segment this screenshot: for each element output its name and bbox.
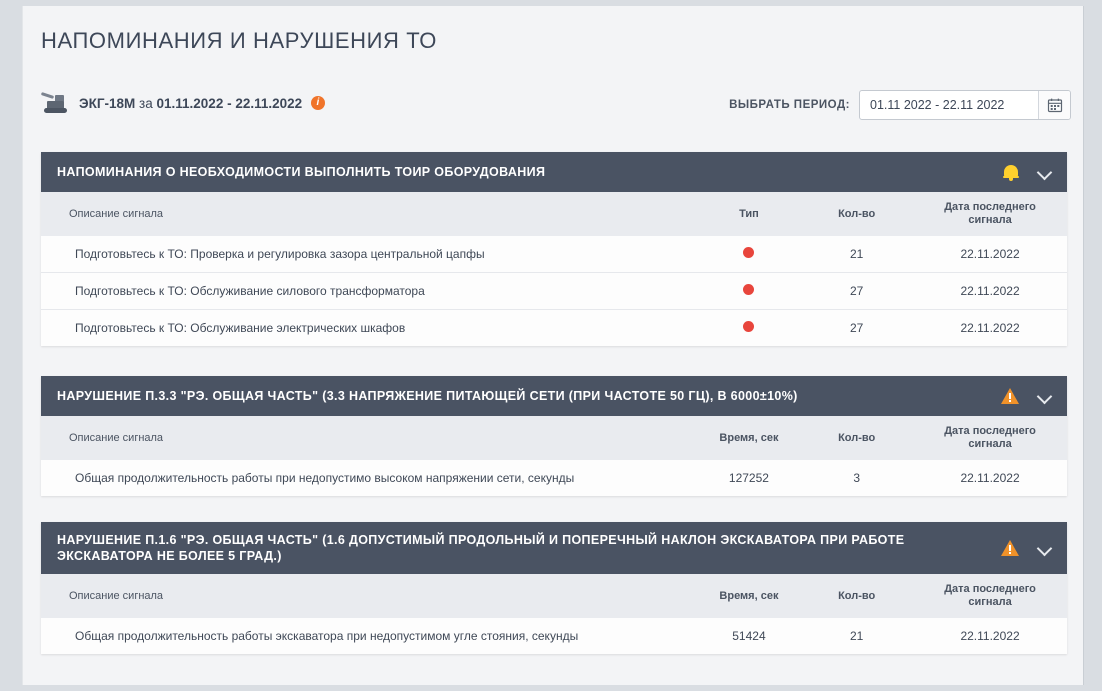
chevron-down-icon[interactable] bbox=[1037, 164, 1053, 180]
column-header-date bbox=[913, 416, 1067, 460]
bell-icon bbox=[1003, 163, 1019, 181]
card-maintenance-reminders bbox=[41, 152, 1067, 346]
excavator-icon bbox=[41, 92, 71, 114]
period-value[interactable]: 01.11 2022 - 22.11 2022 bbox=[870, 98, 1005, 112]
cell-description: Подготовьтесь к ТО: Проверка и регулировка зазора центральной цапфы bbox=[41, 236, 698, 273]
card-title: НАРУШЕНИЕ П.3.3 "РЭ. ОБЩАЯ ЧАСТЬ" (3.3 НАПРЯЖЕНИЕ ПИТАЮЩЕЙ СЕТИ (ПРИ ЧАСТОТЕ 50 ГЦ), В 6000±10%) bbox=[57, 389, 798, 403]
column-header-date-line2: сигнала bbox=[968, 214, 1012, 226]
page-container bbox=[22, 6, 1084, 685]
cell-description: Подготовьтесь к ТО: Обслуживание электрических шкафов bbox=[41, 310, 698, 347]
table-body bbox=[41, 460, 1067, 496]
column-header-date-line2: сигнала bbox=[968, 596, 1012, 608]
column-header-description: Описание сигнала bbox=[41, 416, 698, 460]
column-header-date bbox=[913, 192, 1067, 236]
machine-period: 01.11.2022 - 22.11.2022 bbox=[156, 95, 303, 111]
card-header[interactable] bbox=[41, 376, 1067, 416]
status-dot-icon bbox=[743, 247, 754, 258]
cell-time: 127252 bbox=[698, 460, 801, 496]
table-row[interactable] bbox=[41, 273, 1067, 310]
cell-date: 22.11.2022 bbox=[913, 618, 1067, 654]
machine-preposition: за bbox=[139, 95, 153, 111]
chevron-down-icon[interactable] bbox=[1037, 388, 1053, 404]
cell-count: 21 bbox=[800, 236, 913, 273]
column-header-date-line1: Дата последнего bbox=[944, 425, 1036, 437]
table-header-row bbox=[41, 416, 1067, 460]
machine-summary bbox=[41, 92, 325, 114]
warning-icon bbox=[1001, 540, 1019, 556]
page-title: НАПОМИНАНИЯ И НАРУШЕНИЯ ТО bbox=[41, 28, 437, 53]
cell-description: Общая продолжительность работы экскаватора при недопустимом угле стояния, секунды bbox=[41, 618, 698, 654]
cell-count: 21 bbox=[800, 618, 913, 654]
status-dot-icon bbox=[743, 284, 754, 295]
column-header-count: Кол-во bbox=[800, 574, 913, 618]
card-violation-p16 bbox=[41, 522, 1067, 654]
column-header-date-line1: Дата последнего bbox=[944, 201, 1036, 213]
period-picker bbox=[729, 90, 1071, 120]
card-title: НАПОМИНАНИЯ О НЕОБХОДИМОСТИ ВЫПОЛНИТЬ ТОИР ОБОРУДОВАНИЯ bbox=[57, 165, 546, 179]
column-header-type: Тип bbox=[698, 192, 801, 236]
table-row[interactable] bbox=[41, 460, 1067, 496]
cell-date: 22.11.2022 bbox=[913, 236, 1067, 273]
column-header-description: Описание сигнала bbox=[41, 574, 698, 618]
calendar-icon[interactable] bbox=[1038, 90, 1070, 120]
column-header-description: Описание сигнала bbox=[41, 192, 698, 236]
violation-p33-table bbox=[41, 416, 1067, 496]
table-head bbox=[41, 574, 1067, 618]
cell-type bbox=[698, 310, 801, 347]
cell-type bbox=[698, 273, 801, 310]
cell-description: Подготовьтесь к ТО: Обслуживание силового трансформатора bbox=[41, 273, 698, 310]
table-head bbox=[41, 416, 1067, 460]
column-header-date bbox=[913, 574, 1067, 618]
column-header-time: Время, сек bbox=[698, 416, 801, 460]
info-icon[interactable]: i bbox=[311, 96, 325, 110]
cell-time: 51424 bbox=[698, 618, 801, 654]
card-header-icons bbox=[989, 163, 1053, 181]
warning-icon bbox=[1001, 388, 1019, 404]
cell-type bbox=[698, 236, 801, 273]
column-header-date-line1: Дата последнего bbox=[944, 583, 1036, 595]
cell-description: Общая продолжительность работы при недопустимо высоком напряжении сети, секунды bbox=[41, 460, 698, 496]
status-dot-icon bbox=[743, 321, 754, 332]
table-head bbox=[41, 192, 1067, 236]
column-header-date-line2: сигнала bbox=[968, 438, 1012, 450]
card-violation-p33 bbox=[41, 376, 1067, 496]
table-row[interactable] bbox=[41, 236, 1067, 273]
table-header-row bbox=[41, 574, 1067, 618]
period-input[interactable] bbox=[859, 90, 1071, 120]
card-header[interactable] bbox=[41, 522, 1067, 574]
table-body bbox=[41, 618, 1067, 654]
cell-date: 22.11.2022 bbox=[913, 310, 1067, 347]
table-row[interactable] bbox=[41, 310, 1067, 347]
machine-label bbox=[79, 96, 325, 111]
column-header-count: Кол-во bbox=[800, 416, 913, 460]
reminders-table bbox=[41, 192, 1067, 346]
period-label: ВЫБРАТЬ ПЕРИОД: bbox=[729, 99, 850, 111]
cell-count: 27 bbox=[800, 310, 913, 347]
violation-p16-table bbox=[41, 574, 1067, 654]
card-header[interactable] bbox=[41, 152, 1067, 192]
chevron-down-icon[interactable] bbox=[1037, 540, 1053, 556]
machine-name: ЭКГ-18М bbox=[79, 95, 136, 111]
column-header-time: Время, сек bbox=[698, 574, 801, 618]
cell-date: 22.11.2022 bbox=[913, 460, 1067, 496]
table-body bbox=[41, 236, 1067, 346]
card-header-icons bbox=[987, 540, 1053, 556]
cell-count: 27 bbox=[800, 273, 913, 310]
cell-count: 3 bbox=[800, 460, 913, 496]
card-header-icons bbox=[987, 388, 1053, 404]
cell-date: 22.11.2022 bbox=[913, 273, 1067, 310]
table-header-row bbox=[41, 192, 1067, 236]
card-title: НАРУШЕНИЕ П.1.6 "РЭ. ОБЩАЯ ЧАСТЬ" (1.6 ДОПУСТИМЫЙ ПРОДОЛЬНЫЙ И ПОПЕРЕЧНЫЙ НАКЛОН ЭКСКАВАТОРА ПРИ РАБОТЕ ЭКСКАВАТОРА НЕ БОЛЕЕ 5 ГРАД.) bbox=[57, 533, 905, 563]
table-row[interactable] bbox=[41, 618, 1067, 654]
column-header-count: Кол-во bbox=[800, 192, 913, 236]
